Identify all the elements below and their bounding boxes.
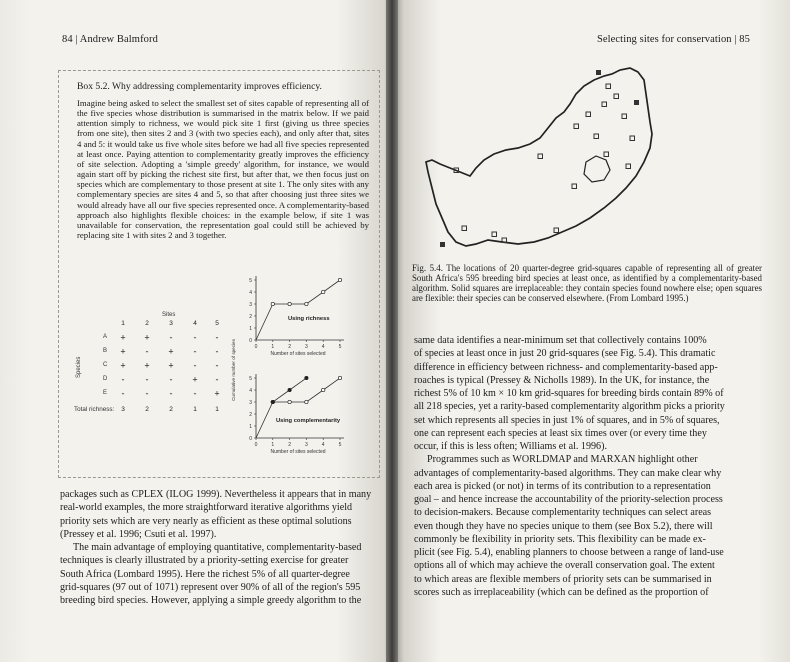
x-tick-label: 0 [254, 344, 258, 350]
open-square [574, 124, 579, 129]
text-line: commonly be flexibility in priority sets. This flexibility can be made ex- [414, 533, 706, 545]
open-square [538, 154, 543, 159]
x-tick-label: 1 [271, 344, 275, 350]
total-value: 1 [215, 406, 219, 413]
matrix-cell: - [215, 374, 219, 385]
data-point [338, 376, 341, 379]
south-africa-map [418, 64, 658, 264]
figure-caption: Fig. 5.4. The locations of 20 quarter-degree grid-squares capable of representing all of greater South Africa's 595 breeding bird species at least once, as identified by a complementarity-based algorithm. Solid squares are irreplaceable: they contain species found nowhere else; open squares are flexible: their species can be conserved elsewhere. (From Lombard 1995.) [412, 263, 762, 304]
total-value: 3 [121, 406, 125, 413]
text-line: South Africa (Lombard 1995). Here the richest 5% of all quarter-degree [60, 568, 350, 580]
matrix-cell: - [215, 360, 219, 371]
text-line: same data identifies a near-minimum set that collectively contains 100% [414, 335, 707, 346]
matrix-cell: - [215, 346, 219, 357]
open-square [554, 228, 559, 233]
open-square [630, 136, 635, 141]
right-running-head: Selecting sites for conservation | 85 [596, 34, 750, 45]
open-square [462, 226, 467, 231]
text-line: even though they have no species unique to them (see Box 5.2), there will [414, 520, 713, 532]
matrix-cell: - [145, 374, 149, 385]
data-point [271, 302, 274, 305]
species-label: B [103, 348, 108, 354]
matrix-cell: + [144, 360, 150, 371]
data-point [322, 388, 325, 391]
text-line: real-world examples, the more straightforward iterative algorithms yield [60, 502, 353, 514]
total-richness-label: Total richness: [74, 406, 115, 413]
matrix-cell: + [168, 346, 174, 357]
solid-square [596, 70, 601, 75]
matrix-cell: - [169, 374, 173, 385]
x-axis-label: Number of sites selected [270, 449, 326, 455]
matrix-cell: + [120, 332, 126, 343]
data-point [288, 302, 291, 305]
matrix-cell: - [169, 388, 173, 399]
box-title: Box 5.2. Why addressing complementarity improves efficiency. [77, 81, 322, 92]
chart-label: Using complementarity [276, 418, 341, 424]
text-line: goal – and hence increase the accountability of the priority-selection process [414, 494, 723, 505]
site-number: 4 [193, 320, 197, 327]
sites-label: Sites [162, 312, 176, 318]
right-body-text [414, 334, 766, 599]
x-tick-label: 5 [338, 442, 342, 448]
matrix-cell: - [193, 332, 197, 343]
matrix-cell: + [214, 388, 220, 399]
species-label: D [103, 376, 108, 382]
left-body-text [60, 488, 376, 607]
x-tick-label: 1 [271, 442, 275, 448]
complementarity-chart [236, 366, 354, 460]
data-point [305, 400, 308, 403]
open-square [492, 232, 497, 237]
text-line: occur, if this is less often; Williams et al. 1996). [414, 441, 607, 452]
text-line: (Pressey et al. 1996; Csuti et al. 1997). [60, 528, 217, 540]
site-number: 3 [169, 320, 173, 327]
open-square [594, 134, 599, 139]
x-tick-label: 3 [305, 442, 308, 448]
data-point [288, 400, 291, 403]
text-line: techniques is clearly illustrated by a priority-setting exercise for greater [60, 555, 349, 567]
site-number: 5 [215, 320, 219, 327]
text-line: breeding bird species. However, applying a simple greedy algorithm to the [60, 595, 362, 606]
text-line: to which areas are flexible members of priority sets can be summarised in [414, 573, 712, 585]
text-line: to decision-makers. Because complementarity techniques can select areas [414, 507, 712, 519]
total-value: 1 [193, 406, 197, 413]
x-tick-label: 0 [254, 442, 258, 448]
open-square [606, 84, 611, 89]
y-axis-label: Cumulative number of species [231, 339, 236, 401]
text-line: advantages of complementarity-based algorithms. They can make clear why [414, 467, 722, 479]
data-point [305, 376, 308, 379]
solid-square [440, 242, 445, 247]
text-line: options all of which may achieve the overall conservation goal. The extent [414, 560, 715, 572]
text-line: Programmes such as WORLDMAP and MARXAN highlight other [427, 454, 698, 466]
text-line: each area is picked (or not) in terms of its contribution to a representation [414, 480, 711, 492]
chart-label: Using richness [288, 316, 330, 322]
matrix-cell: - [193, 360, 197, 371]
matrix-cell: + [168, 360, 174, 371]
matrix-cell: + [120, 360, 126, 371]
matrix-cell: + [192, 374, 198, 385]
data-point [271, 400, 274, 403]
matrix-cell: - [169, 332, 173, 343]
data-point [322, 290, 325, 293]
open-square [586, 112, 591, 117]
y-tick-label: 5 [249, 277, 252, 284]
total-value: 2 [169, 406, 173, 413]
series-line [256, 280, 340, 340]
open-square [602, 102, 607, 107]
text-line: of species at least once in just 20 grid-squares (see Fig. 5.4). This dramatic [414, 348, 716, 360]
site-number: 1 [121, 320, 125, 327]
y-tick-label: 1 [249, 325, 252, 332]
y-tick-label: 4 [249, 289, 252, 296]
open-square [604, 152, 609, 157]
text-line: The main advantage of employing quantitative, complementarity-based [73, 542, 362, 553]
text-line: plicit (see Fig. 5.4), enabling planners to choose between a range of land-use [414, 547, 724, 558]
data-point [338, 278, 341, 281]
matrix-cell: + [144, 332, 150, 343]
richness-chart [231, 272, 354, 401]
matrix-cell: - [145, 388, 149, 399]
y-tick-label: 2 [249, 411, 252, 418]
site-number: 2 [145, 320, 149, 327]
species-axis-label: Species [76, 356, 82, 378]
matrix-cell: - [145, 346, 149, 357]
x-tick-label: 5 [338, 344, 342, 350]
y-tick-label: 3 [249, 399, 252, 406]
matrix-cell: - [193, 346, 197, 357]
text-line: all 218 species, yet a rarity-based complementarity algorithm picks a priority [414, 401, 725, 413]
book-gutter [386, 0, 398, 662]
text-line: packages such as CPLEX (ILOG 1999). Nevertheless it appears that in many [60, 489, 372, 500]
x-tick-label: 3 [305, 344, 308, 350]
text-line: grid-squares (97 out of 1071) represent over 90% of all of the region's 595 [60, 581, 361, 593]
species-label: E [103, 390, 108, 396]
open-square [626, 164, 631, 169]
open-square [614, 94, 619, 99]
matrix-cell: - [193, 388, 197, 399]
y-tick-label: 0 [249, 337, 252, 344]
x-tick-label: 4 [321, 344, 325, 350]
x-tick-label: 4 [321, 442, 325, 448]
open-square [572, 184, 577, 189]
y-tick-label: 2 [249, 313, 252, 320]
series-line [256, 378, 306, 438]
x-axis-label: Number of sites selected [270, 351, 326, 357]
text-line: one can represent each species at least six times over (or every time they [414, 427, 707, 439]
lesotho-outline [584, 156, 610, 182]
y-tick-label: 5 [249, 375, 252, 382]
matrix-cell: + [120, 346, 126, 357]
text-line: priority sets which are very nearly as efficient as these optimal solutions [60, 515, 352, 527]
x-tick-label: 2 [288, 442, 291, 448]
solid-square [634, 100, 639, 105]
text-line: set which represents all species in just 1% of squares, and in 5% of squares, [414, 414, 720, 426]
open-square [622, 114, 627, 119]
species-label: A [103, 334, 108, 340]
text-line: roaches is typical (Pressey & Nicholls 1989). In the UK, for instance, the [414, 374, 710, 386]
text-line: difference in efficiency between richness- and complementarity-based app- [414, 361, 718, 373]
data-point [288, 388, 291, 391]
box-paragraph: Imagine being asked to select the smallest set of sites capable of representing all of the five species whose distribution is summarised in the matrix below. If we paid attention simply to richness, we would pick site 1 first (giving us three species from one site), then sites 2 and 3 (with two species each), and only after that, sites 4 and 5: it would take us five whole sites before we had all five species represented at least once. Paying attention to complementarity greatly improves the efficiency of site selection. Adopting a 'simple greedy' algorithm, for instance, we would again start off by picking the richest site first, but after that, we then focus just on species which are complementary to those present at site 1. The only sites with any complementary species are sites 4 and 5, so that after choosing just three sites we would already have all our five species represented once. A complementarity-based approach also highlights flexible choices: in the example below, if site 1 was unavailable for conservation, the representation goal could still be achieved by replacing site 1 with sites 2 and 3 together. [77, 98, 369, 241]
y-tick-label: 4 [249, 387, 252, 394]
text-line: richest 5% of 10 km × 10 km grid-squares for breeding birds contain 89% of [414, 388, 724, 399]
total-value: 2 [145, 406, 149, 413]
y-tick-label: 1 [249, 423, 252, 430]
matrix-cell: - [121, 374, 125, 385]
data-point [305, 302, 308, 305]
x-tick-label: 2 [288, 344, 291, 350]
left-running-head: 84 | Andrew Balmford [62, 34, 158, 45]
species-label: C [103, 362, 108, 368]
matrix-cell: - [121, 388, 125, 399]
matrix-cell: - [215, 332, 219, 343]
y-tick-label: 0 [249, 435, 252, 442]
y-tick-label: 3 [249, 301, 252, 308]
text-line: scores such as irreplaceability (which can be defined as the proportion of [414, 586, 709, 598]
series-line [273, 378, 340, 402]
